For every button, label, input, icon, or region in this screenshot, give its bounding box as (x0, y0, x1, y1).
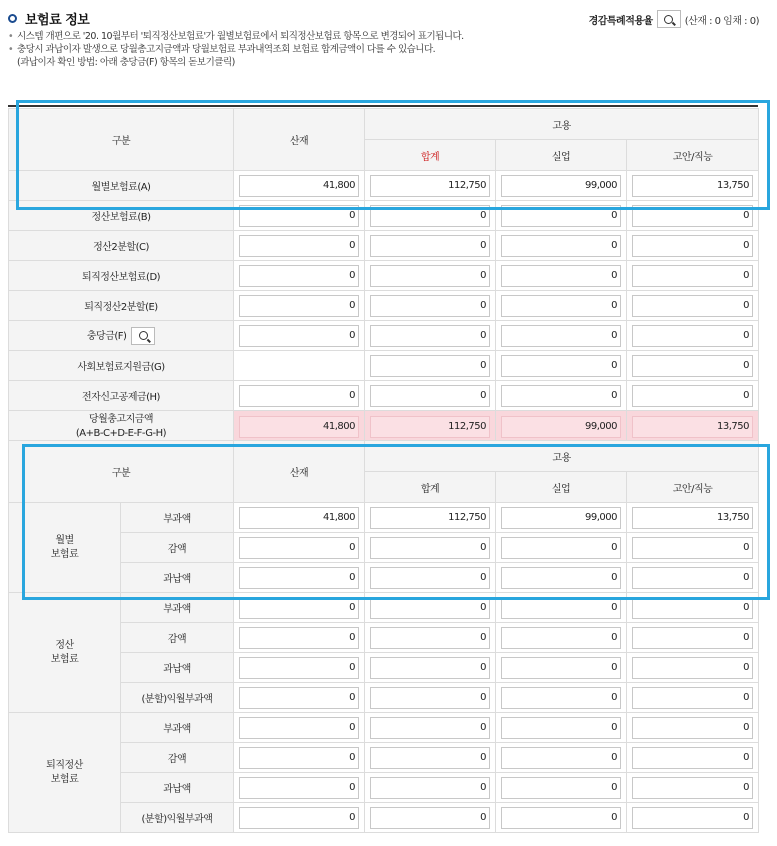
amount-field[interactable]: 0 (239, 657, 359, 679)
amount-field[interactable]: 0 (501, 385, 621, 407)
amount-field[interactable]: 0 (632, 235, 753, 257)
total-row (9, 411, 759, 443)
amount-field[interactable]: 0 (501, 325, 621, 347)
notice-item-2-sub: (과납이자 확인 방법: 아래 충당금(F) 항목의 돋보기클릭) (17, 57, 235, 68)
notice-item-1: • 시스템 개편으로 '20. 10월부터 '퇴직정산보험료'가 월별보험료에서 퇴직정산보험료 항목으로 변경되어 표기됩니다. (8, 30, 464, 43)
amount-field[interactable]: 0 (501, 717, 621, 739)
amount-field[interactable]: 41,800 (239, 507, 359, 529)
amount-field[interactable]: 0 (501, 205, 621, 227)
amount-field[interactable]: 0 (370, 265, 490, 287)
amount-field[interactable]: 0 (370, 807, 490, 829)
amount-field[interactable]: 0 (370, 355, 490, 377)
amount-field[interactable]: 0 (239, 385, 359, 407)
amount-field[interactable]: 0 (501, 537, 621, 559)
page-title: 보험료 정보 (25, 12, 90, 28)
amount-field[interactable]: 0 (632, 717, 753, 739)
row-label: 과납액 (121, 653, 234, 683)
group-label-line2: 보험료 (50, 548, 79, 560)
table-row (9, 291, 759, 321)
table-row (9, 231, 759, 261)
amount-field[interactable]: 0 (501, 807, 621, 829)
amount-field[interactable]: 112,750 (370, 507, 490, 529)
reduction-rate-box (589, 9, 759, 29)
insurance-detail-table (8, 440, 759, 833)
amount-field[interactable]: 0 (239, 567, 359, 589)
amount-field[interactable]: 0 (632, 355, 753, 377)
header-unemployment: 실업 (496, 140, 627, 171)
amount-field[interactable]: 0 (370, 657, 490, 679)
row-label: 충당금(F) (86, 330, 127, 342)
amount-field[interactable]: 0 (370, 597, 490, 619)
amount-field[interactable]: 0 (239, 597, 359, 619)
total-row-label (9, 411, 234, 443)
amount-field[interactable]: 0 (239, 325, 359, 347)
header-sanjae: 산재 (234, 441, 365, 503)
amount-field[interactable]: 0 (239, 687, 359, 709)
amount-field[interactable]: 13,750 (632, 175, 753, 197)
amount-field[interactable]: 0 (370, 567, 490, 589)
amount-field[interactable]: 0 (632, 265, 753, 287)
group-label-retirement (9, 713, 121, 833)
row-label: 부과액 (121, 503, 234, 533)
amount-field[interactable]: 0 (632, 687, 753, 709)
group-label-settlement (9, 593, 121, 713)
row-label: 감액 (121, 533, 234, 563)
amount-field[interactable]: 0 (239, 747, 359, 769)
amount-field[interactable]: 0 (632, 807, 753, 829)
row-label: 과납액 (121, 563, 234, 593)
row-label: 감액 (121, 743, 234, 773)
amount-field[interactable]: 41,800 (239, 175, 359, 197)
table-row (9, 381, 759, 411)
amount-field[interactable]: 0 (632, 295, 753, 317)
amount-field[interactable]: 0 (239, 627, 359, 649)
amount-field[interactable]: 0 (501, 687, 621, 709)
amount-field[interactable]: 0 (501, 295, 621, 317)
amount-field[interactable]: 0 (370, 627, 490, 649)
notice-list (8, 30, 464, 69)
amount-field[interactable]: 13,750 (632, 507, 753, 529)
amount-field[interactable]: 0 (501, 235, 621, 257)
amount-field[interactable]: 0 (501, 597, 621, 619)
header-stability: 고안/직능 (627, 472, 759, 503)
total-amount-field[interactable]: 99,000 (501, 416, 621, 438)
amount-field[interactable]: 0 (239, 265, 359, 287)
amount-field[interactable]: 0 (370, 295, 490, 317)
table-row (9, 321, 759, 351)
insurance-summary-table (8, 108, 759, 443)
amount-field[interactable]: 0 (370, 717, 490, 739)
table-row (9, 743, 759, 773)
amount-field[interactable]: 0 (632, 567, 753, 589)
amount-field[interactable]: 0 (370, 205, 490, 227)
row-label: 퇴직정산2분할(E) (9, 291, 234, 321)
amount-field[interactable]: 0 (501, 777, 621, 799)
amount-field[interactable]: 0 (239, 717, 359, 739)
amount-field[interactable]: 0 (370, 325, 490, 347)
amount-field[interactable]: 0 (370, 537, 490, 559)
header-total: 합계 (365, 140, 496, 171)
amount-field[interactable]: 0 (632, 777, 753, 799)
amount-field[interactable]: 0 (501, 355, 621, 377)
table-row (9, 171, 759, 201)
row-label: (분할)익월부과액 (121, 803, 234, 833)
amount-field[interactable]: 0 (370, 385, 490, 407)
header-goyong: 고용 (365, 441, 759, 472)
total-label-line2: (A+B-C+D-E-F-G-H) (75, 427, 167, 439)
row-label: 감액 (121, 623, 234, 653)
row-label: 전자신고공제금(H) (9, 381, 234, 411)
amount-field[interactable]: 0 (632, 597, 753, 619)
table-row (9, 261, 759, 291)
table-row (9, 623, 759, 653)
total-amount-field[interactable]: 112,750 (370, 416, 490, 438)
section-title (8, 9, 89, 27)
amount-field[interactable]: 0 (632, 627, 753, 649)
amount-field[interactable]: 0 (632, 537, 753, 559)
table-row (9, 773, 759, 803)
table-row (9, 351, 759, 381)
row-label: 월별보험료(A) (9, 171, 234, 201)
amount-field[interactable]: 0 (239, 537, 359, 559)
table-row (9, 533, 759, 563)
row-label-with-search (9, 321, 234, 351)
row-label: 과납액 (121, 773, 234, 803)
table-row (9, 563, 759, 593)
total-label-line1: 당월총고지금액 (88, 413, 154, 425)
total-amount-field[interactable]: 13,750 (632, 416, 753, 438)
row-label: 부과액 (121, 593, 234, 623)
amount-field[interactable]: 0 (501, 747, 621, 769)
amount-field[interactable]: 0 (632, 747, 753, 769)
amount-field[interactable]: 0 (501, 265, 621, 287)
group-label-line2: 보험료 (50, 653, 79, 665)
row-label: 부과액 (121, 713, 234, 743)
header-category: 구분 (9, 441, 234, 503)
group-label-line1: 정산 (55, 639, 74, 651)
amount-field[interactable]: 0 (370, 687, 490, 709)
amount-field[interactable]: 0 (239, 235, 359, 257)
notice-item-2: • 충당시 과납이자 발생으로 당월총고지금액과 당월보험료 부과내역조회 보험료 합계금액이 다를 수 있습니다. (8, 43, 464, 56)
table-row (9, 593, 759, 623)
amount-field[interactable]: 0 (239, 777, 359, 799)
row-label: 퇴직정산보험료(D) (9, 261, 234, 291)
group-label-monthly (9, 503, 121, 593)
table-top-border (8, 105, 758, 107)
amount-field[interactable]: 0 (632, 325, 753, 347)
amount-field[interactable]: 0 (370, 777, 490, 799)
amount-field[interactable]: 0 (370, 235, 490, 257)
table-row (9, 713, 759, 743)
amount-field[interactable]: 0 (501, 627, 621, 649)
row-label: 사회보험료지원금(G) (9, 351, 234, 381)
amount-field[interactable]: 112,750 (370, 175, 490, 197)
table-row (9, 653, 759, 683)
amount-field[interactable]: 0 (632, 657, 753, 679)
reduction-rate-label: 경감특례적용율 (588, 15, 653, 27)
header-category: 구분 (9, 109, 234, 171)
group-label-line2: 보험료 (50, 773, 79, 785)
bullet-circle-icon (8, 14, 17, 23)
search-icon (664, 15, 673, 24)
table-row (9, 803, 759, 833)
header-sanjae: 산재 (234, 109, 365, 171)
amount-field[interactable]: 0 (370, 747, 490, 769)
search-icon (139, 331, 148, 340)
header-unemployment: 실업 (496, 472, 627, 503)
amount-field[interactable]: 99,000 (501, 175, 621, 197)
amount-field[interactable]: 0 (239, 205, 359, 227)
table-row (9, 683, 759, 713)
row-label: (분할)익월부과액 (121, 683, 234, 713)
offset-detail-search-button[interactable] (131, 327, 155, 345)
amount-field[interactable]: 0 (239, 807, 359, 829)
table-row (9, 503, 759, 533)
row-label: 정산보험료(B) (9, 201, 234, 231)
amount-field[interactable]: 99,000 (501, 507, 621, 529)
row-label: 정산2분할(C) (9, 231, 234, 261)
amount-field[interactable]: 0 (632, 385, 753, 407)
header-goyong: 고용 (365, 109, 759, 140)
reduction-rate-info: (산재 : 0 임채 : 0) (684, 15, 759, 27)
header-stability: 고안/직능 (627, 140, 759, 171)
reduction-rate-search-button[interactable] (657, 10, 681, 28)
table-row (9, 201, 759, 231)
header-total: 합계 (365, 472, 496, 503)
group-label-line1: 퇴직정산 (46, 759, 83, 771)
amount-field[interactable]: 0 (239, 295, 359, 317)
total-amount-field[interactable]: 41,800 (239, 416, 359, 438)
empty-cell (234, 351, 365, 381)
amount-field[interactable]: 0 (501, 657, 621, 679)
amount-field[interactable]: 0 (632, 205, 753, 227)
amount-field[interactable]: 0 (501, 567, 621, 589)
group-label-line1: 월별 (55, 534, 74, 546)
